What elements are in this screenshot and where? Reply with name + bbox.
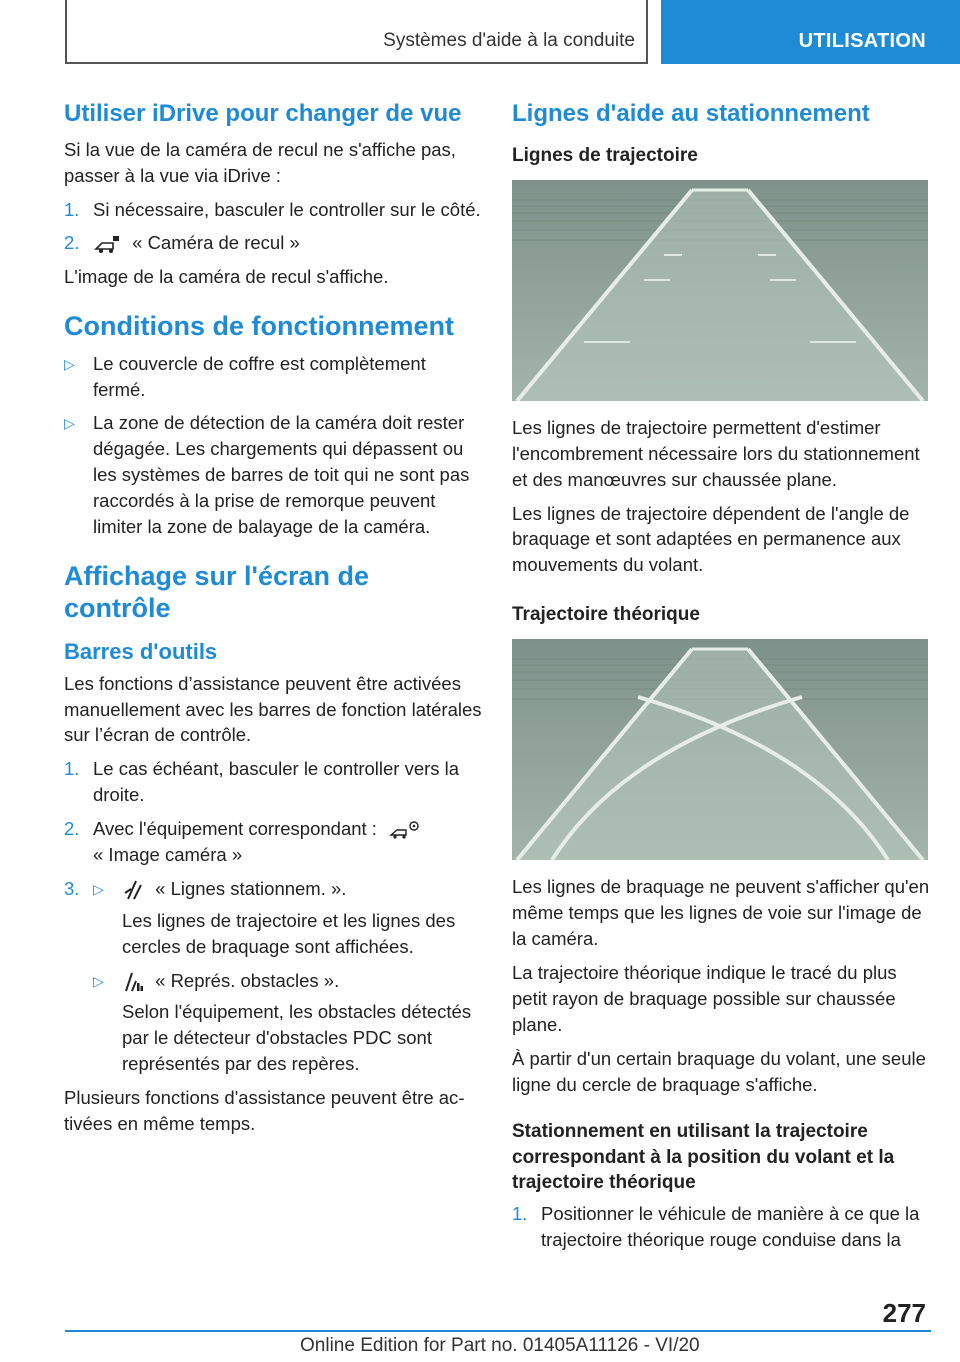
trajectory-lines-figure bbox=[512, 180, 928, 401]
text-image: L'image de la caméra de recul s'affiche. bbox=[64, 266, 389, 288]
text-traj-2: Les lignes de trajectoire dépendent de l'angle de braquage et sont adaptées en permanence aux mouvements du volant. bbox=[512, 502, 910, 576]
sub-item-label: « Représ. obstacles ». bbox=[155, 969, 340, 991]
header-section-title: Systèmes d'aide à la conduite bbox=[383, 30, 635, 51]
heading-barres: Barres d'outils bbox=[64, 638, 218, 664]
footer-edition: Online Edition for Part no. 01405A11126 - VI/20 bbox=[300, 1335, 700, 1356]
sub-item-text: Les lignes de trajectoire et les lignes des cercles de braquage sont affichées. bbox=[122, 909, 456, 957]
heading-lignes: Lignes d'aide au stationnement bbox=[512, 100, 870, 127]
condition-text: Le couvercle de coffre est complètement fermé. bbox=[93, 352, 426, 400]
triangle-bullet-icon: ▷ bbox=[64, 355, 75, 372]
header-tab[interactable] bbox=[661, 0, 960, 64]
list-item bbox=[64, 351, 482, 403]
heading-trajectoire: Lignes de trajectoire bbox=[512, 144, 698, 166]
text-barres: Les fonctions d’assistance peuvent être activées manuellement avec les barres de fonction latérales sur l’écran de contrôle. bbox=[64, 672, 482, 746]
step-text-2: « Image caméra » bbox=[93, 844, 243, 865]
step-number: 2. bbox=[64, 232, 80, 254]
right-column bbox=[512, 100, 932, 1260]
camera-icon bbox=[93, 234, 121, 256]
triangle-bullet-icon: ▷ bbox=[93, 880, 104, 897]
step-number: 1. bbox=[64, 758, 80, 780]
heading-idrive: Utiliser iDrive pour changer de vue bbox=[64, 100, 462, 127]
text-plusieurs: Plusieurs fonctions d'assistance peuvent être activées en même temps. bbox=[64, 1087, 465, 1135]
step-number: 2. bbox=[64, 818, 80, 840]
triangle-bullet-icon: ▷ bbox=[93, 972, 104, 989]
list-item bbox=[64, 876, 482, 1077]
list-item bbox=[512, 1201, 932, 1253]
camera-settings-icon bbox=[388, 819, 422, 841]
step-number: 1. bbox=[64, 198, 80, 220]
step-text: Positionner le véhicule de manière à ce que la trajectoire théorique rouge conduise dans la bbox=[541, 1202, 920, 1250]
condition-text: La zone de détection de la caméra doit rester dégagée. Les chargements qui dépassent ou les systèmes de barres de toit qui ne sont pas raccordés à la prise de remorque peuvent limiter la zone de balayage de la caméra. bbox=[93, 412, 470, 537]
text-theo-2: La trajectoire théorique indique le tracé du plus petit rayon de braquage possible sur chaussée plane. bbox=[512, 961, 897, 1035]
theoretical-trajectory-figure bbox=[512, 639, 928, 860]
footer-divider bbox=[65, 1330, 931, 1332]
step-text: Si nécessaire, basculer le controller sur le côté. bbox=[93, 198, 481, 220]
parking-lines-icon bbox=[122, 879, 144, 901]
page-number: 277 bbox=[882, 1298, 926, 1328]
obstacles-icon bbox=[122, 971, 144, 993]
triangle-bullet-icon: ▷ bbox=[64, 415, 75, 432]
sub-item-label: « Lignes stationnem. ». bbox=[155, 877, 347, 899]
heading-conditions: Conditions de fonctionnement bbox=[64, 311, 454, 342]
sub-item-text: Selon l'équipement, les obstacles détectés par le détecteur d'obstacles PDC sont représentés par des repères. bbox=[122, 1001, 472, 1075]
heading-stationnement: Stationnement en utilisant la trajectoire correspondant à la position du volant et la trajectoire théorique bbox=[512, 1121, 895, 1193]
list-item bbox=[64, 230, 482, 256]
heading-affichage: Affichage sur l'écran de contrôle bbox=[64, 560, 370, 624]
header-tab-label: UTILISATION bbox=[798, 30, 926, 52]
text-theo-1: Les lignes de braquage ne peuvent s'afficher qu'en même temps que les lignes de voie sur l'image de la caméra. bbox=[512, 876, 930, 950]
step-text: Avec l'équipement correspondant : bbox=[93, 818, 377, 840]
step-text: Le cas échéant, basculer le controller vers la droite. bbox=[93, 758, 460, 806]
step-number: 1. bbox=[512, 1202, 528, 1224]
text-idrive: Si la vue de la caméra de recul ne s'affiche pas, passer à la vue via iDrive : bbox=[64, 138, 456, 186]
list-item bbox=[64, 816, 482, 868]
heading-theorique: Trajectoire théorique bbox=[512, 604, 700, 626]
list-item bbox=[64, 756, 482, 808]
text-theo-3: À partir d'un certain braquage du volant, une seule ligne du cercle de braquage s'affiche. bbox=[512, 1047, 926, 1095]
list-item bbox=[64, 410, 482, 539]
left-column bbox=[64, 100, 482, 1145]
list-item bbox=[64, 197, 482, 223]
step-number: 3. bbox=[64, 877, 80, 899]
text-traj-1: Les lignes de trajectoire permettent d'estimer l'encombrement nécessaire lors du stationnement et des manœuvres sur chaussée plane. bbox=[512, 416, 920, 490]
step-text: « Caméra de recul » bbox=[132, 232, 300, 254]
